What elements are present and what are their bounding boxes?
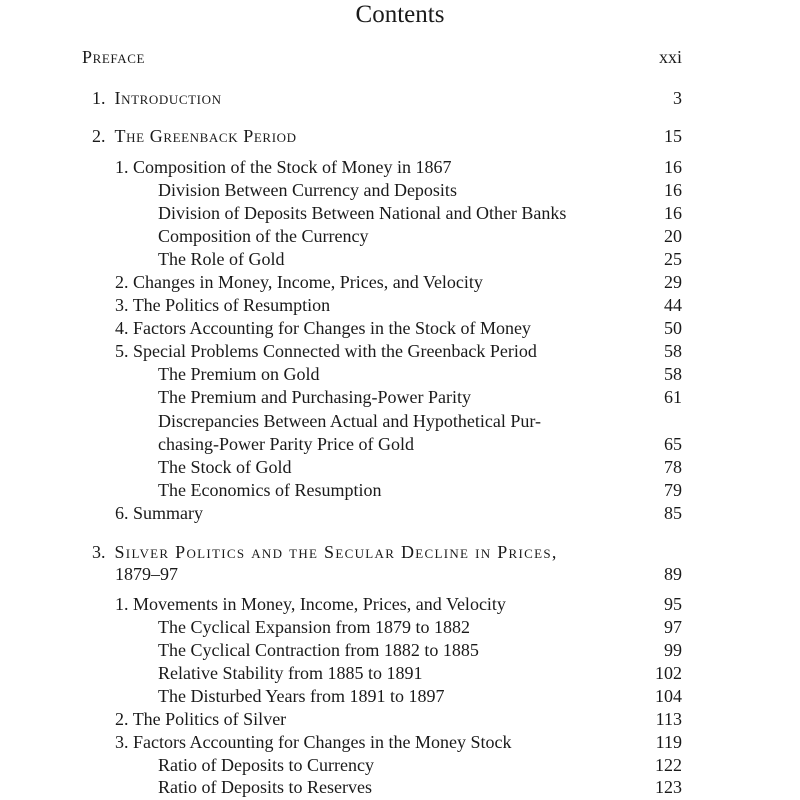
entry-label: Summary [133, 503, 203, 523]
entry-label: The Politics of Resumption [132, 295, 331, 315]
entry-page: 16 [664, 203, 682, 223]
entry-label: Preface [82, 47, 146, 67]
toc-entry-chapter-2[interactable] [92, 125, 682, 147]
entry-label: The Role of Gold [158, 249, 285, 269]
entry-label: Division Between Currency and Deposits [158, 180, 457, 200]
toc-entry-subsection[interactable] [158, 754, 682, 776]
toc-entry-subsection[interactable] [158, 202, 682, 224]
toc-entry-section[interactable] [115, 502, 682, 524]
entry-label: Silver Politics and the Secular Decline in Prices, [114, 542, 558, 562]
entry-page: 15 [664, 126, 682, 146]
toc-entry-subsection[interactable] [158, 639, 682, 661]
entry-number: 6. [115, 503, 129, 523]
entry-page: 29 [664, 272, 682, 292]
entry-page: 122 [655, 755, 682, 775]
entry-label-continued: chasing-Power Parity Price of Gold [158, 434, 414, 454]
entry-number: 4. [115, 318, 129, 338]
toc-entry-section[interactable] [115, 340, 682, 362]
entry-label: The Politics of Silver [132, 709, 287, 729]
entry-label: Factors Accounting for Changes in the Money Stock [133, 732, 512, 752]
entry-number: 2. [115, 709, 129, 729]
entry-number: 1. [115, 594, 129, 614]
entry-number: 5. [115, 341, 129, 361]
entry-label: Introduction [114, 88, 222, 108]
entry-number: 3. [92, 542, 106, 562]
entry-page: 16 [664, 157, 682, 177]
toc-entry-subsection[interactable] [158, 248, 682, 270]
entry-label: Changes in Money, Income, Prices, and Velocity [133, 272, 483, 292]
entry-label: Special Problems Connected with the Greenback Period [133, 341, 537, 361]
entry-page: 25 [664, 249, 682, 269]
toc-entry-chapter-3-line-2[interactable] [115, 563, 682, 585]
entry-label: The Greenback Period [114, 126, 297, 146]
entry-number: 2. [115, 272, 129, 292]
entry-page: 123 [655, 777, 682, 797]
entry-label: The Cyclical Contraction from 1882 to 1885 [158, 640, 479, 660]
entry-label: Movements in Money, Income, Prices, and Velocity [133, 594, 506, 614]
entry-page: 102 [655, 663, 682, 683]
entry-number: 1. [92, 88, 106, 108]
entry-number: 3. [115, 732, 129, 752]
toc-entry-subsection[interactable] [158, 662, 682, 684]
entry-label: Relative Stability from 1885 to 1891 [158, 663, 423, 683]
entry-page: 65 [664, 434, 682, 454]
entry-page: xxi [658, 47, 682, 67]
entry-label: Ratio of Deposits to Currency [158, 755, 374, 775]
toc-entry-section[interactable] [115, 271, 682, 293]
toc-entry-section[interactable] [115, 294, 682, 316]
page-title: Contents [355, 1, 445, 28]
entry-page: 97 [664, 617, 682, 637]
toc-entry-subsection[interactable] [158, 776, 682, 798]
entry-label: Composition of the Stock of Money in 1867 [133, 157, 452, 177]
entry-page: 44 [664, 295, 682, 315]
entry-page: 79 [664, 480, 682, 500]
entry-label: The Economics of Resumption [158, 480, 382, 500]
entry-number: 3. [115, 295, 129, 315]
entry-page: 99 [664, 640, 682, 660]
entry-page: 119 [655, 732, 682, 752]
entry-label: The Disturbed Years from 1891 to 1897 [158, 686, 445, 706]
toc-entry-section[interactable] [115, 156, 682, 178]
toc-entry-subsection-line-1[interactable] [158, 410, 682, 432]
entry-page: 3 [673, 88, 682, 108]
entry-label: Division of Deposits Between National and Other Banks [158, 203, 567, 223]
entry-page: 95 [664, 594, 682, 614]
entry-label: Ratio of Deposits to Reserves [158, 777, 372, 797]
toc-entry-subsection[interactable] [158, 179, 682, 201]
entry-page: 113 [655, 709, 682, 729]
entry-page: 58 [664, 341, 682, 361]
entry-label: The Premium on Gold [158, 364, 320, 384]
entry-page: 58 [664, 364, 682, 384]
entry-page: 16 [664, 180, 682, 200]
entry-page: 20 [664, 226, 682, 246]
entry-label-continued: 1879–97 [115, 564, 178, 584]
entry-label: The Cyclical Expansion from 1879 to 1882 [158, 617, 470, 637]
toc-entry-chapter-3-line-1[interactable] [92, 541, 682, 563]
entry-number: 1. [115, 157, 129, 177]
toc-entry-preface[interactable] [82, 46, 682, 68]
entry-page: 85 [664, 503, 682, 523]
toc-entry-subsection[interactable] [158, 386, 682, 408]
toc-entry-subsection[interactable] [158, 225, 682, 247]
toc-entry-section[interactable] [115, 731, 682, 753]
toc-entry-subsection[interactable] [158, 685, 682, 707]
toc-entry-chapter-1[interactable] [92, 87, 682, 109]
entry-page: 61 [664, 387, 682, 407]
entry-page: 89 [664, 564, 682, 584]
entry-number: 2. [92, 126, 106, 146]
entry-label: Factors Accounting for Changes in the Stock of Money [133, 318, 531, 338]
entry-page: 50 [664, 318, 682, 338]
toc-entry-subsection[interactable] [158, 616, 682, 638]
toc-entry-subsection[interactable] [158, 479, 682, 501]
toc-entry-subsection[interactable] [158, 363, 682, 385]
entry-label: The Premium and Purchasing-Power Parity [158, 387, 471, 407]
entry-page: 104 [655, 686, 682, 706]
entry-label: The Stock of Gold [158, 457, 292, 477]
toc-entry-subsection-line-2[interactable] [158, 433, 682, 455]
entry-label: Discrepancies Between Actual and Hypothetical Pur- [158, 411, 542, 431]
toc-entry-subsection[interactable] [158, 456, 682, 478]
toc-entry-section[interactable] [115, 708, 682, 730]
entry-page: 78 [664, 457, 682, 477]
toc-entry-section[interactable] [115, 593, 682, 615]
entry-label: Composition of the Currency [158, 226, 369, 246]
toc-entry-section[interactable] [115, 317, 682, 339]
